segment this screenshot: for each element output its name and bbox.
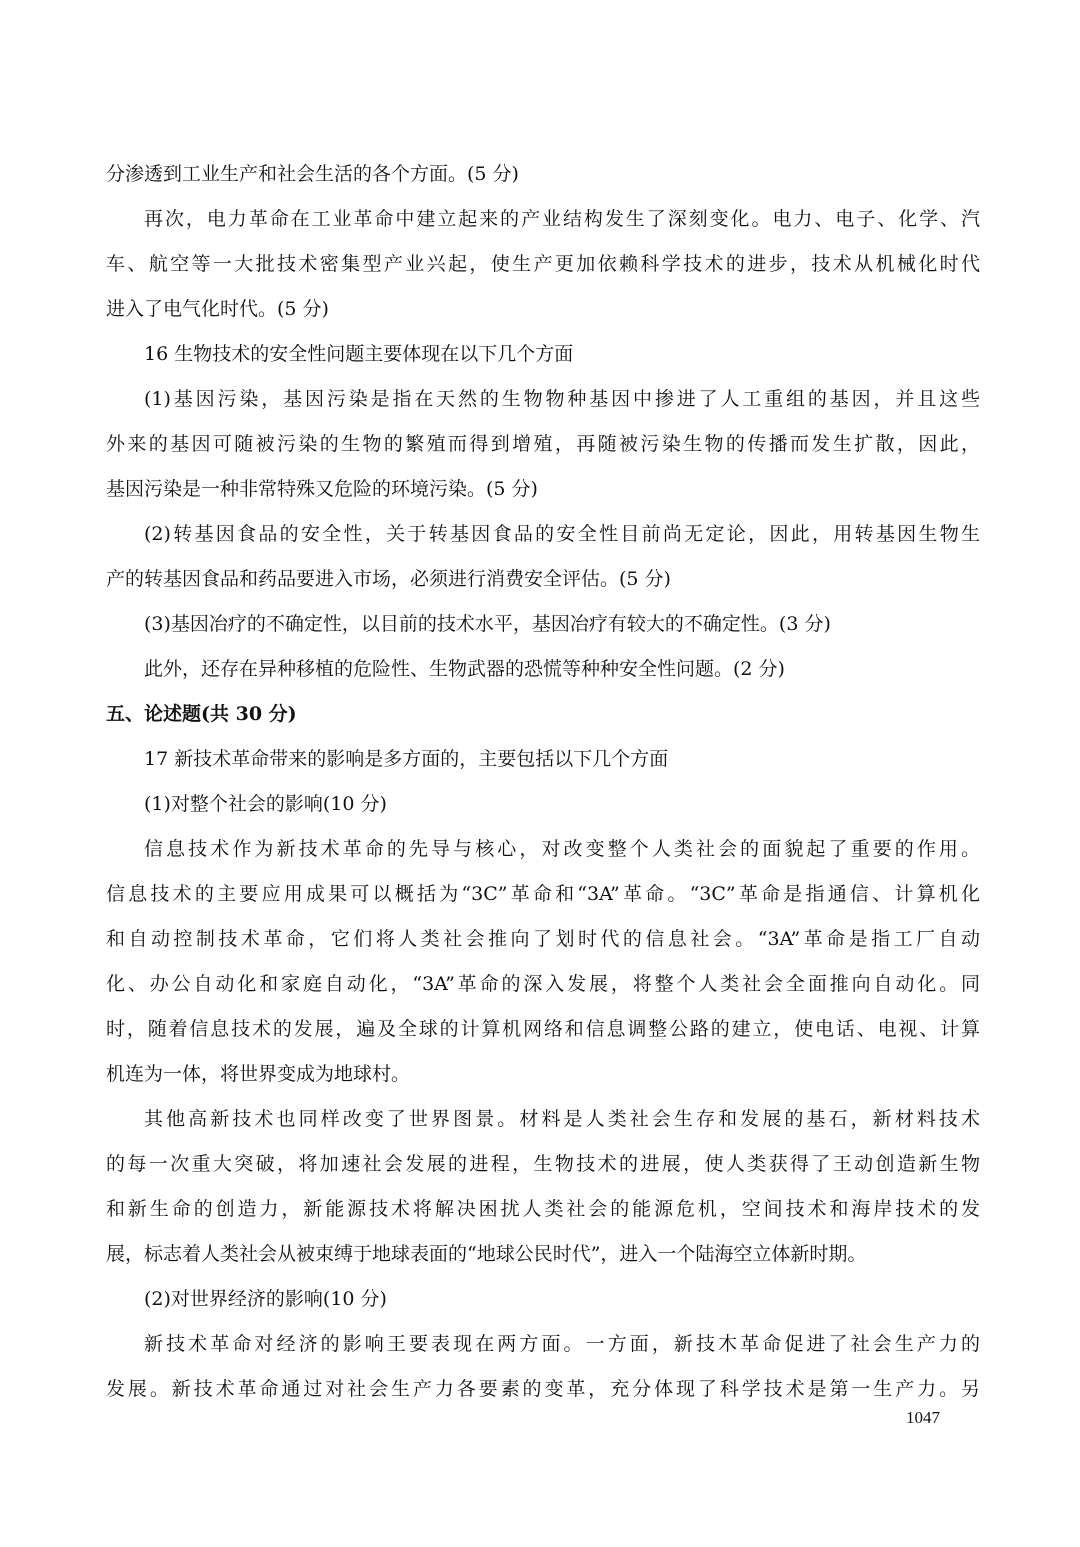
paragraph-line: (3)基因冶疗的不确定性，以目前的技术水平，基因冶疗有较大的不确定性。(3 分) bbox=[144, 613, 831, 635]
section-heading: 五、论述题(共 30 分) bbox=[106, 703, 297, 725]
paragraph-line: 此外，还存在异种移植的危险性、生物武器的恐慌等种种安全性问题。(2 分) bbox=[144, 658, 785, 680]
paragraph-line: 化、办公自动化和家庭自动化，“3A”革命的深入发展，将整个人类社会全面推向自动化。同 bbox=[106, 973, 980, 995]
paragraph-line: 机连为一体，将世界变成为地球村。 bbox=[106, 1063, 411, 1085]
subsection-heading: (1)对整个社会的影响(10 分) bbox=[144, 793, 387, 815]
subsection-heading: (2)对世界经济的影响(10 分) bbox=[144, 1288, 387, 1310]
question-heading: 17 新技术革命带来的影响是多方面的，主要包括以下几个方面 bbox=[144, 748, 669, 770]
paragraph-line: 外来的基因可随被污染的生物的繁殖而得到增殖，再随被污染生物的传播而发生扩散，因此， bbox=[106, 433, 980, 455]
body-text bbox=[106, 152, 980, 1412]
paragraph-line: 产的转基因食品和药品要进入市场，必须进行消费安全评估。(5 分) bbox=[106, 568, 671, 590]
paragraph-line: 的每一次重大突破，将加速社会发展的进程，生物技术的进展，使人类获得了王动创造新生物 bbox=[106, 1153, 980, 1175]
paragraph-line: 展，标志着人类社会从被束缚于地球表面的“地球公民时代”，进入一个陆海空立体新时期。 bbox=[106, 1243, 867, 1265]
paragraph-line: 基因污染是一种非常特殊又危险的环境污染。(5 分) bbox=[106, 478, 538, 500]
paragraph-line: 时，随着信息技术的发展，遍及全球的计算机网络和信息调整公路的建立，使电话、电视、计算 bbox=[106, 1018, 980, 1040]
paragraph-line: 分渗透到工业生产和社会生活的各个方面。(5 分) bbox=[106, 163, 519, 185]
paragraph-line: 信息技术作为新技术革命的先导与核心，对改变整个人类社会的面貌起了重要的作用。 bbox=[144, 838, 980, 860]
paragraph-line: 再次，电力革命在工业革命中建立起来的产业结构发生了深刻变化。电力、电子、化学、汽 bbox=[144, 208, 980, 230]
paragraph-line: 新技术革命对经济的影响王要表现在两方面。一方面，新技木革命促进了社会生产力的 bbox=[144, 1333, 980, 1355]
paragraph-line: 和新生命的创造力，新能源技术将解决困扰人类社会的能源危机，空间技术和海岸技术的发 bbox=[106, 1198, 980, 1220]
paragraph-line: 信息技术的主要应用成果可以概括为“3C”革命和“3A”革命。“3C”革命是指通信、计算机化 bbox=[106, 883, 980, 905]
question-heading: 16 生物技术的安全性问题主要体现在以下几个方面 bbox=[144, 343, 574, 365]
paragraph-line: (2)转基因食品的安全性，关于转基因食品的安全性目前尚无定论，因此，用转基因生物生 bbox=[144, 523, 980, 545]
paragraph-line: 发展。新技术革命通过对社会生产力各要素的变革，充分体现了科学技术是第一生产力。另 bbox=[106, 1378, 980, 1400]
paragraph-line: 其他高新技术也同样改变了世界图景。材料是人类社会生存和发展的基石，新材料技术 bbox=[144, 1108, 980, 1130]
paragraph-line: (1)基因污染，基因污染是指在天然的生物物种基因中掺进了人工重组的基因，并且这些 bbox=[144, 388, 980, 410]
page-number: 1047 bbox=[906, 1408, 940, 1427]
paragraph-line: 和自动控制技术革命，它们将人类社会推向了划时代的信息社会。“3A”革命是指工厂自动 bbox=[106, 928, 980, 950]
paragraph-line: 车、航空等一大批技术密集型产业兴起，使生产更加依赖科学技术的进步，技术从机械化时代 bbox=[106, 253, 980, 275]
paragraph-line: 进入了电气化时代。(5 分) bbox=[106, 298, 329, 320]
